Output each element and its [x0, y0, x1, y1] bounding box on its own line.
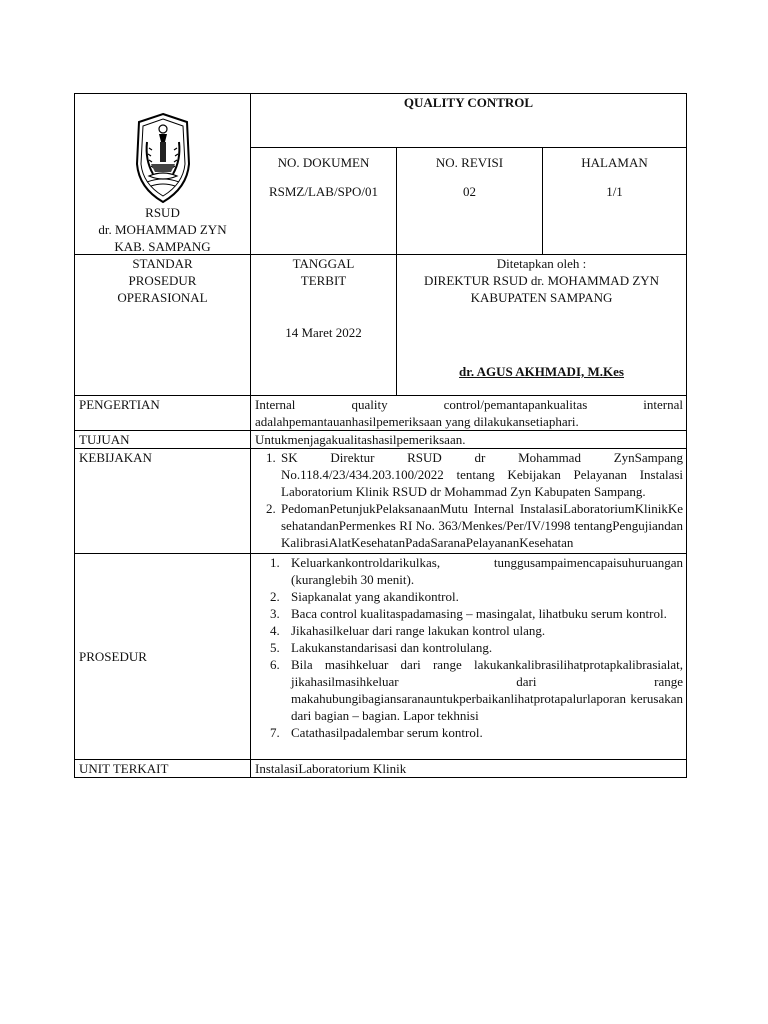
prosedur-item: 6. Bila masihkeluar dari range lakukankalibrasilihatprotapkalibrasialat, jikahasilmasihkeluar dari range makahubungibagiansaranauntukperbaikanlihatprotapalurlaporan kerusakan dari bagian – bagian. Lapor tekhnisi [283, 656, 683, 724]
approval-line: DIREKTUR RSUD dr. MOHAMMAD ZYN [423, 273, 660, 288]
page-label: HALAMAN [581, 154, 648, 170]
tujuan-text: Untukmenjagakualitashasilpemeriksaan. [251, 431, 687, 449]
unit-label: UNIT TERKAIT [75, 760, 251, 778]
sop-label [75, 255, 251, 396]
unit-text: InstalasiLaboratorium Klinik [251, 760, 687, 778]
sop-table [74, 93, 687, 778]
kebijakan-item: 1. SK Direktur RSUD dr Mohammad ZynSampang No.118.4/23/434.203.100/2022 tentang Kebijakan Pelayanan Instalasi Laboratorium Klinik RSUD dr Mohammad Zyn Kabupaten Sampang. [279, 449, 683, 500]
kebijakan-label: KEBIJAKAN [75, 449, 251, 554]
sop-document [74, 93, 686, 778]
sop-label-line: STANDAR [132, 256, 193, 271]
prosedur-list [255, 554, 683, 741]
issue-date-label-line: TERBIT [300, 273, 347, 288]
east-java-emblem-icon [135, 112, 191, 204]
pengertian-label: PENGERTIAN [75, 396, 251, 431]
prosedur-item: 4. Jikahasilkeluar dari range lakukan kontrol ulang. [283, 622, 683, 639]
prosedur-item: 1. Keluarkankontroldarikulkas, tunggusampaimencapaisuhuruangan (kuranglebih 30 menit). [283, 554, 683, 588]
approval-line: Ditetapkan oleh : [496, 256, 587, 271]
logo-cell [75, 94, 251, 255]
hospital-name [75, 204, 250, 255]
prosedur-label: PROSEDUR [75, 554, 251, 760]
revision-label: NO. REVISI [435, 154, 504, 170]
prosedur-cell [251, 554, 687, 760]
page-value: 1/1 [606, 183, 623, 199]
tujuan-label: TUJUAN [75, 431, 251, 449]
hospital-line: dr. MOHAMMAD ZYN [98, 222, 227, 237]
approval-cell [397, 255, 687, 396]
doc-number-label: NO. DOKUMEN [277, 154, 370, 170]
page-cell [543, 147, 687, 254]
kebijakan-item: 2. PedomanPetunjukPelaksanaanMutu Internal InstalasiLaboratoriumKlinikKesehatandanPermenkes RI No. 363/Menkes/Per/IV/1998 tentangPengujiandanKalibrasiAlatKesehatanPadaSaranaPelayananKesehatan [279, 500, 683, 551]
revision-cell [397, 147, 543, 254]
prosedur-item: 2. Siapkanalat yang akandikontrol. [283, 588, 683, 605]
pengertian-text: Internal quality control/pemantapankualitas internal adalahpemantauanhasilpemeriksaan yang dilakukansetiaphari. [251, 396, 687, 431]
hospital-line: KAB. SAMPANG [114, 239, 211, 254]
kebijakan-cell [251, 449, 687, 554]
issue-date-cell [251, 255, 397, 396]
approval-line: KABUPATEN SAMPANG [470, 290, 613, 305]
revision-value: 02 [463, 183, 476, 199]
doc-number-cell [251, 147, 397, 254]
issue-date-label-line: TANGGAL [292, 256, 355, 271]
prosedur-item: 7. Catathasilpadalembar serum kontrol. [283, 724, 683, 741]
sop-label-line: PROSEDUR [128, 273, 197, 288]
prosedur-item: 3. Baca control kualitaspadamasing – masingalat, lihatbuku serum kontrol. [283, 605, 683, 622]
prosedur-item: 5. Lakukanstandarisasi dan kontrolulang. [283, 639, 683, 656]
kebijakan-list [255, 449, 683, 551]
document-title: QUALITY CONTROL [251, 94, 687, 148]
hospital-line: RSUD [145, 205, 180, 220]
issue-date-value: 14 Maret 2022 [285, 325, 362, 340]
doc-number-value: RSMZ/LAB/SPO/01 [268, 183, 379, 199]
signer-name: dr. AGUS AKHMADI, M.Kes [459, 364, 624, 379]
sop-label-line: OPERASIONAL [117, 290, 208, 305]
